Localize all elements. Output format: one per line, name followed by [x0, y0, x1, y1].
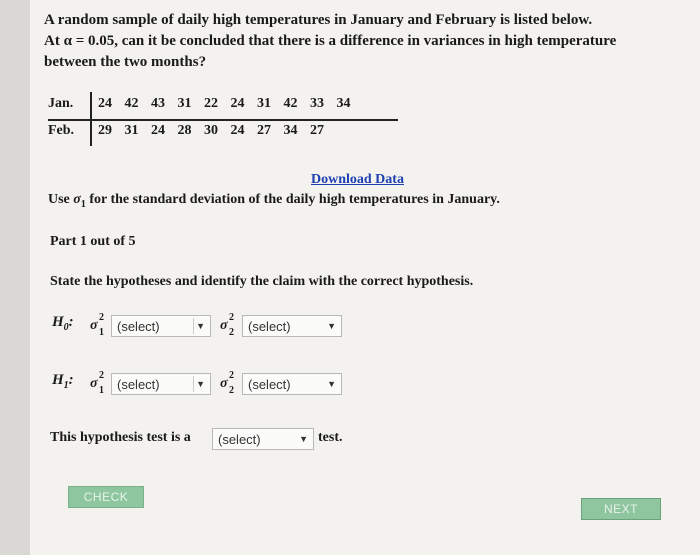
table-cell: 28	[177, 123, 192, 138]
row-label-feb: Feb.	[48, 123, 75, 138]
sigma-1-squared: σ	[90, 376, 98, 391]
dropdown-arrow-icon: ▼	[327, 321, 336, 331]
question-line-2: At α = 0.05, can it be concluded that there is a difference in variances in high temperature	[44, 33, 617, 49]
sigma-1-sub: 1	[99, 327, 104, 338]
dropdown-arrow-icon: ▼	[327, 379, 336, 389]
sigma-1-sub: 1	[99, 385, 104, 396]
sigma-instruction-prefix: Use	[48, 192, 70, 207]
select-separator	[193, 318, 194, 334]
null-hypothesis-row	[52, 312, 352, 346]
sigma-2-squared: σ	[220, 318, 228, 333]
h0-label: $H_0$:	[52, 314, 74, 333]
table-cell: 43	[151, 96, 165, 111]
test-type-prefix: This hypothesis test is a	[50, 430, 191, 445]
table-cell: 42	[283, 96, 298, 111]
table-cell: 24	[151, 123, 165, 138]
table-cell: 29	[98, 123, 112, 138]
question-line-3: between the two months?	[44, 54, 207, 70]
table-cell: 22	[204, 96, 218, 111]
select-separator	[193, 376, 194, 392]
sigma-instruction-suffix: for the standard deviation of the daily high temperatures in January.	[89, 192, 500, 207]
next-button[interactable]: NEXT	[581, 498, 661, 520]
table-cell: 34	[336, 96, 351, 111]
h0-claim-select[interactable]: (select) ▼	[242, 315, 342, 337]
table-divider-horizontal	[48, 119, 398, 121]
sigma-2-squared: σ	[220, 376, 228, 391]
sigma-symbol: σ	[73, 192, 81, 207]
question-panel	[30, 0, 700, 555]
test-type-row	[50, 430, 191, 446]
row-values-feb	[98, 123, 337, 139]
test-type-select[interactable]: (select) ▼	[212, 428, 314, 450]
table-cell: 31	[177, 96, 192, 111]
table-cell: 24	[230, 123, 245, 138]
row-values-jan	[98, 96, 363, 112]
sigma-2-sub: 2	[229, 385, 234, 396]
sigma-instruction	[48, 192, 500, 210]
table-cell: 42	[124, 96, 139, 111]
sigma-2-sup: 2	[229, 370, 234, 381]
table-cell: 33	[310, 96, 324, 111]
table-cell: 24	[98, 96, 112, 111]
sigma-2-sub: 2	[229, 327, 234, 338]
row-label-jan: Jan.	[48, 96, 74, 111]
sigma-1-sup: 2	[99, 370, 104, 381]
table-cell: 30	[204, 123, 218, 138]
check-button[interactable]: CHECK	[68, 486, 144, 508]
dropdown-arrow-icon: ▼	[196, 379, 205, 389]
sigma-subscript: 1	[80, 198, 86, 210]
h1-sign-select[interactable]: (select) ▼	[111, 373, 211, 395]
dropdown-arrow-icon: ▼	[299, 434, 308, 444]
h1-label: $H_1$:	[52, 372, 74, 391]
h1-claim-select[interactable]: (select) ▼	[242, 373, 342, 395]
test-type-suffix: test.	[318, 430, 343, 445]
question-line-1: A random sample of daily high temperatures in January and February is listed below.	[44, 12, 593, 28]
table-cell: 34	[283, 123, 298, 138]
download-data-link[interactable]: Download Data	[311, 172, 404, 187]
table-cell: 27	[257, 123, 271, 138]
sigma-1-squared: σ	[90, 318, 98, 333]
sigma-1-sup: 2	[99, 312, 104, 323]
table-cell: 24	[230, 96, 245, 111]
table-cell: 27	[310, 123, 324, 138]
part-indicator: Part 1 out of 5	[50, 234, 136, 249]
table-cell: 31	[257, 96, 271, 111]
table-cell: 31	[124, 123, 139, 138]
h0-sign-select[interactable]: (select) ▼	[111, 315, 211, 337]
question-text	[44, 10, 684, 73]
instruction-text: State the hypotheses and identify the claim with the correct hypothesis.	[50, 274, 474, 289]
dropdown-arrow-icon: ▼	[196, 321, 205, 331]
alternative-hypothesis-row	[52, 370, 352, 404]
sigma-2-sup: 2	[229, 312, 234, 323]
